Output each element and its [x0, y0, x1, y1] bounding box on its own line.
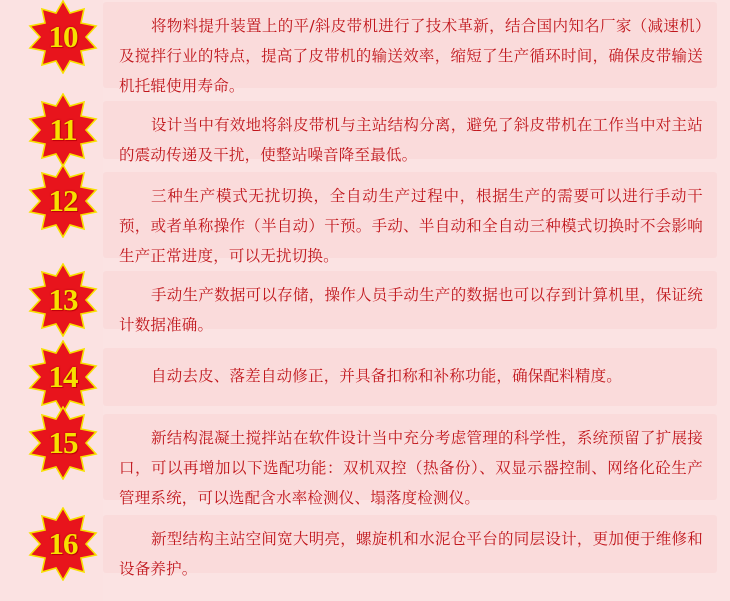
badge-number	[26, 0, 100, 74]
list-item-text: 设计当中有效地将斜皮带机与主站结构分离，避免了斜皮带机在工作当中对主站的震动传递及干扰，使整站噪音降至最低。	[119, 116, 703, 164]
list-item	[103, 172, 717, 265]
badge-number	[26, 263, 100, 337]
list-item	[103, 348, 717, 406]
list-item	[103, 271, 717, 334]
list-item	[103, 101, 717, 164]
badge-number-text: 12	[48, 183, 78, 218]
badge-number-text: 13	[48, 282, 78, 317]
badge-number-text: 16	[48, 526, 78, 561]
badge-number	[26, 340, 100, 414]
list-item	[103, 2, 717, 95]
list-item-text: 新结构混凝土搅拌站在软件设计当中充分考虑管理的科学性，系统预留了扩展接口，可以再增加以下选配功能：双机双控（热备份）、双显示器控制、网络化砼生产管理系统，可以选配含水率检测仪、塌落度检测仪。	[119, 429, 703, 507]
list-item	[103, 414, 717, 507]
list-item-text: 三种生产模式无扰切换，全自动生产过程中，根据生产的需要可以进行手动干预，或者单称操作（半自动）干预。手动、半自动和全自动三种模式切换时不会影响生产正常进度，可以无扰切换。	[119, 187, 703, 265]
badge-number-text: 11	[49, 112, 77, 147]
list-item-text: 新型结构主站空间宽大明亮，螺旋机和水泥仓平台的同层设计，更加便于维修和设备养护。	[119, 530, 703, 578]
list-item-text: 自动去皮、落差自动修正，并具备扣称和补称功能，确保配料精度。	[151, 367, 623, 385]
badge-number-text: 14	[48, 359, 78, 394]
list-item	[103, 515, 717, 578]
badge-number	[26, 507, 100, 581]
badge-number-text: 15	[48, 425, 78, 460]
badge-number-text: 10	[48, 19, 78, 54]
badge-number	[26, 93, 100, 167]
list-item-text: 将物料提升装置上的平/斜皮带机进行了技术革新，结合国内知名厂家（减速机）及搅拌行业的特点，提高了皮带机的输送效率，缩短了生产循环时间，确保皮带输送机托辊使用寿命。	[119, 17, 703, 95]
badge-number	[26, 406, 100, 480]
list-item-text: 手动生产数据可以存储，操作人员手动生产的数据也可以存到计算机里，保证统计数据准确。	[119, 286, 703, 334]
badge-number	[26, 164, 100, 238]
